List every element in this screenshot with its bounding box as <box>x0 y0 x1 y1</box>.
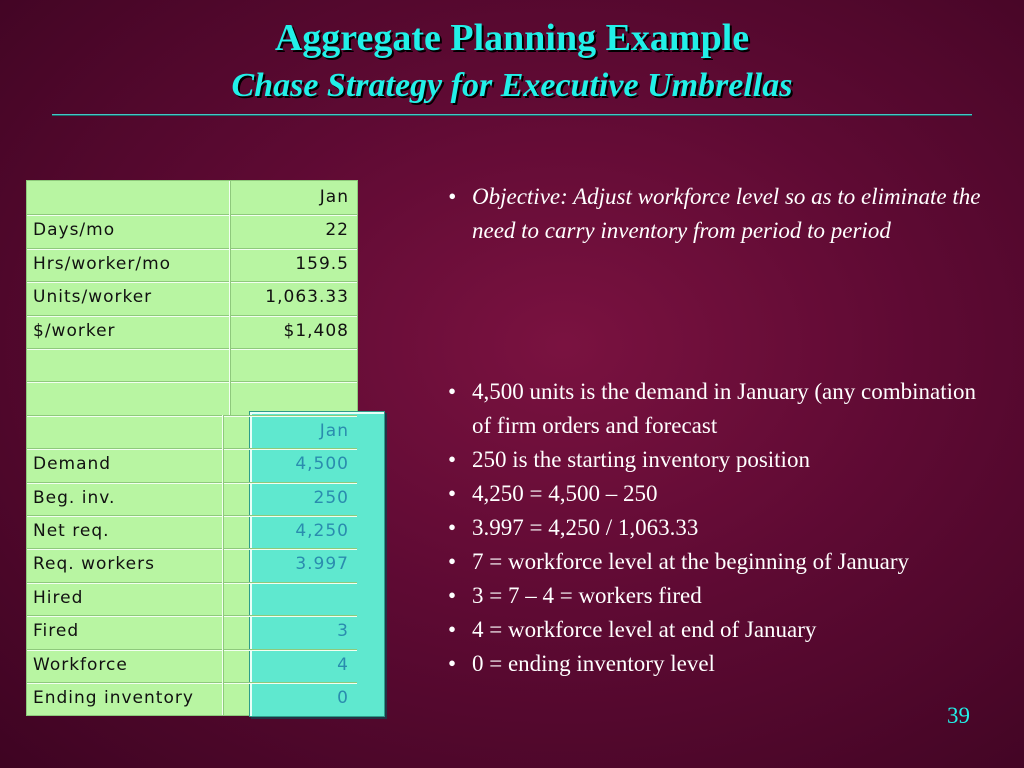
table-header-row <box>27 181 357 214</box>
bullet-text: 4,250 = 4,500 – 250 <box>472 481 658 506</box>
objective-text: Objective: Adjust workforce level so as to eliminate the need to carry inventory from period to period <box>472 184 981 243</box>
bullet-glyph: • <box>448 447 457 472</box>
bullet-item <box>446 545 986 579</box>
row-label: Workforce <box>33 654 128 675</box>
row-value: 3.997 <box>295 554 349 575</box>
row-label: Net req. <box>33 521 110 541</box>
page-number: 39 <box>947 703 970 728</box>
table-row <box>27 281 357 314</box>
bullet-glyph: • <box>448 549 457 574</box>
bullet-item <box>446 647 986 681</box>
row-label: Units/worker <box>33 287 153 308</box>
column-header: Jan <box>319 420 349 441</box>
bullet-item <box>446 613 986 647</box>
row-value: 4,250 <box>295 521 349 541</box>
slide-subtitle: Chase Strategy for Executive Umbrellas <box>231 67 793 104</box>
table-row <box>27 448 357 481</box>
row-value: 4,500 <box>295 454 349 475</box>
objective-bullet <box>446 180 986 248</box>
bullet-text: 0 = ending inventory level <box>472 651 715 676</box>
row-value: 22 <box>325 220 349 241</box>
row-label: Req. workers <box>33 554 155 575</box>
row-label: Demand <box>33 454 112 475</box>
row-label: Days/mo <box>33 220 116 241</box>
bullet-glyph: • <box>448 583 457 608</box>
bullet-item <box>446 511 986 545</box>
bullet-item <box>446 579 986 613</box>
table-row <box>27 248 357 281</box>
spreadsheet-table <box>26 180 358 716</box>
table-row <box>27 515 357 548</box>
row-value: 1,063.33 <box>265 287 349 308</box>
bullet-glyph: • <box>448 617 457 642</box>
bullet-list <box>446 375 986 681</box>
bullet-text: 3 = 7 – 4 = workers fired <box>472 583 702 608</box>
table-row <box>27 381 357 414</box>
bullet-glyph: • <box>448 184 457 209</box>
slide-title: Aggregate Planning Example <box>274 17 750 59</box>
bullet-glyph: • <box>448 651 457 676</box>
row-value: 3 <box>337 621 349 642</box>
bullet-text: 250 is the starting inventory position <box>472 447 810 472</box>
bullet-glyph: • <box>448 481 457 506</box>
bullet-glyph: • <box>448 379 457 404</box>
table-row <box>27 348 357 381</box>
title-divider <box>52 114 972 116</box>
table-row <box>27 649 357 682</box>
table-row <box>27 582 357 615</box>
table-row <box>27 482 357 515</box>
row-label: Fired <box>33 621 80 642</box>
table-row <box>27 214 357 247</box>
table-row <box>27 548 357 581</box>
bullet-glyph: • <box>448 515 457 540</box>
row-label: Beg. inv. <box>33 487 116 508</box>
bullet-item <box>446 375 986 443</box>
bullet-text: 7 = workforce level at the beginning of January <box>472 549 910 574</box>
row-value: 0 <box>337 688 349 708</box>
bullet-item <box>446 443 986 477</box>
row-value: 4 <box>337 654 349 675</box>
table-row <box>27 682 357 715</box>
row-label: Ending inventory <box>33 688 194 708</box>
objective-block <box>446 180 986 248</box>
bullet-text: 3.997 = 4,250 / 1,063.33 <box>472 515 699 540</box>
bullet-text: 4 = workforce level at end of January <box>472 617 817 642</box>
bullet-item <box>446 477 986 511</box>
row-label: Hired <box>33 587 84 608</box>
row-value: 250 <box>313 487 349 508</box>
row-label: Hrs/worker/mo <box>33 253 172 274</box>
row-label: $/worker <box>33 320 116 341</box>
column-header: Jan <box>319 187 349 207</box>
bullet-text: 4,500 units is the demand in January (any combination of firm orders and forecast <box>472 379 976 438</box>
table-row <box>27 315 357 348</box>
table-row <box>27 615 357 648</box>
table-header-row <box>27 415 357 448</box>
row-value: 159.5 <box>295 253 349 274</box>
row-value: $1,408 <box>283 320 349 341</box>
